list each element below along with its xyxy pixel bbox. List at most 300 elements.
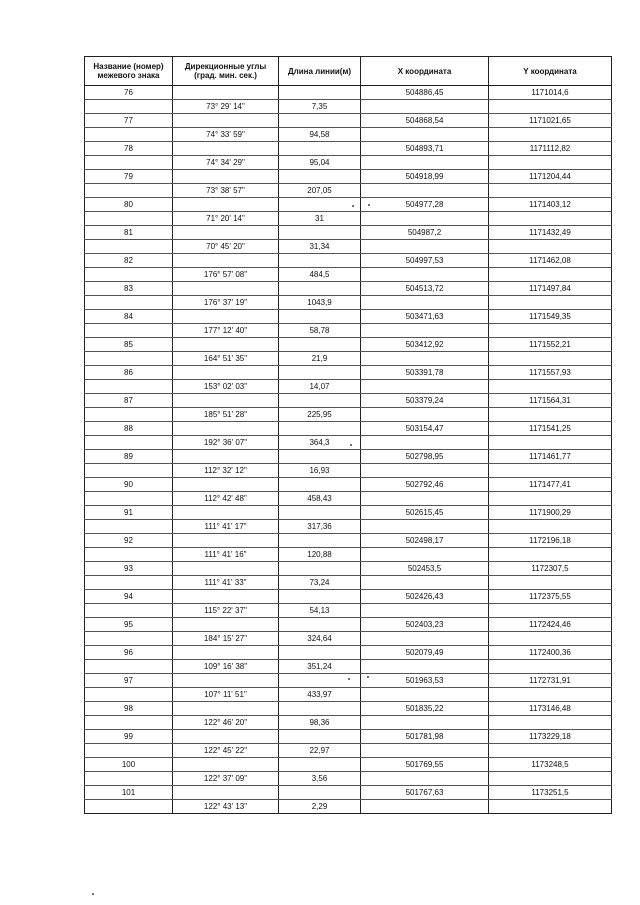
point-name: 77 (85, 114, 173, 128)
point-name: 83 (85, 282, 173, 296)
line-length: 1043,9 (279, 296, 361, 310)
point-name: 82 (85, 254, 173, 268)
empty-cell (489, 660, 612, 674)
y-coordinate: 1171432,49 (489, 226, 612, 240)
empty-cell (85, 576, 173, 590)
point-name: 92 (85, 534, 173, 548)
y-coordinate: 1171557,93 (489, 366, 612, 380)
x-coordinate: 504987,2 (361, 226, 489, 240)
empty-cell (85, 408, 173, 422)
empty-cell (489, 744, 612, 758)
scan-speck (368, 204, 370, 206)
line-length: 16,93 (279, 464, 361, 478)
empty-cell (361, 716, 489, 730)
point-row (85, 730, 612, 744)
point-row (85, 646, 612, 660)
directional-angle: 185° 51' 28" (173, 408, 279, 422)
empty-cell (85, 520, 173, 534)
point-name: 98 (85, 702, 173, 716)
point-name: 95 (85, 618, 173, 632)
y-coordinate: 1172424,46 (489, 618, 612, 632)
empty-cell (489, 772, 612, 786)
x-coordinate: 503412,92 (361, 338, 489, 352)
point-row (85, 226, 612, 240)
empty-cell (85, 100, 173, 114)
directional-angle: 177° 12' 40" (173, 324, 279, 338)
directional-angle: 115° 22' 37" (173, 604, 279, 618)
header-angle: Дирекционные углы (град. мин. сек.) (173, 57, 279, 86)
empty-cell (279, 226, 361, 240)
line-length: 31,34 (279, 240, 361, 254)
line-length: 225,95 (279, 408, 361, 422)
empty-cell (361, 380, 489, 394)
empty-cell (361, 436, 489, 450)
empty-cell (489, 212, 612, 226)
point-name: 87 (85, 394, 173, 408)
directional-angle: 70° 45' 20" (173, 240, 279, 254)
empty-cell (85, 632, 173, 646)
scan-speck (350, 444, 352, 446)
y-coordinate: 1171564,31 (489, 394, 612, 408)
empty-cell (489, 184, 612, 198)
segment-row (85, 100, 612, 114)
empty-cell (85, 548, 173, 562)
y-coordinate: 1171204,44 (489, 170, 612, 184)
empty-cell (173, 366, 279, 380)
point-row (85, 114, 612, 128)
empty-cell (279, 282, 361, 296)
empty-cell (489, 520, 612, 534)
x-coordinate: 503471,63 (361, 310, 489, 324)
empty-cell (489, 436, 612, 450)
point-name: 78 (85, 142, 173, 156)
x-coordinate: 501963,53 (361, 674, 489, 688)
segment-row (85, 464, 612, 478)
x-coordinate: 502498,17 (361, 534, 489, 548)
directional-angle: 111° 41' 16" (173, 548, 279, 562)
x-coordinate: 503379,24 (361, 394, 489, 408)
empty-cell (173, 450, 279, 464)
scan-speck (352, 205, 354, 207)
empty-cell (173, 422, 279, 436)
empty-cell (361, 128, 489, 142)
boundary-coordinates-table (84, 56, 612, 814)
line-length: 3,56 (279, 772, 361, 786)
point-name: 79 (85, 170, 173, 184)
x-coordinate: 504868,54 (361, 114, 489, 128)
x-coordinate: 502403,23 (361, 618, 489, 632)
empty-cell (173, 198, 279, 212)
segment-row (85, 240, 612, 254)
segment-row (85, 492, 612, 506)
segment-row (85, 744, 612, 758)
point-row (85, 422, 612, 436)
line-length: 54,13 (279, 604, 361, 618)
table-body (85, 86, 612, 814)
empty-cell (361, 492, 489, 506)
point-row (85, 170, 612, 184)
y-coordinate: 1173248,5 (489, 758, 612, 772)
segment-row (85, 268, 612, 282)
line-length: 433,97 (279, 688, 361, 702)
segment-row (85, 296, 612, 310)
empty-cell (489, 408, 612, 422)
y-coordinate: 1171021,65 (489, 114, 612, 128)
empty-cell (279, 422, 361, 436)
segment-row (85, 604, 612, 618)
empty-cell (279, 86, 361, 100)
empty-cell (361, 408, 489, 422)
segment-row (85, 408, 612, 422)
line-length: 120,88 (279, 548, 361, 562)
segment-row (85, 520, 612, 534)
y-coordinate: 1171477,41 (489, 478, 612, 492)
segment-row (85, 660, 612, 674)
empty-cell (361, 800, 489, 814)
empty-cell (85, 352, 173, 366)
x-coordinate: 502426,43 (361, 590, 489, 604)
directional-angle: 164° 51' 35" (173, 352, 279, 366)
empty-cell (85, 212, 173, 226)
x-coordinate: 502453,5 (361, 562, 489, 576)
directional-angle: 74° 34' 29" (173, 156, 279, 170)
point-name: 99 (85, 730, 173, 744)
table-header-row (85, 57, 612, 86)
empty-cell (361, 212, 489, 226)
point-name: 84 (85, 310, 173, 324)
empty-cell (361, 744, 489, 758)
y-coordinate: 1172375,55 (489, 590, 612, 604)
empty-cell (85, 156, 173, 170)
empty-cell (173, 506, 279, 520)
point-name: 100 (85, 758, 173, 772)
line-length: 95,04 (279, 156, 361, 170)
empty-cell (279, 646, 361, 660)
empty-cell (361, 296, 489, 310)
point-row (85, 618, 612, 632)
empty-cell (489, 324, 612, 338)
point-row (85, 366, 612, 380)
empty-cell (279, 170, 361, 184)
scan-speck (92, 893, 94, 895)
empty-cell (279, 590, 361, 604)
x-coordinate: 501835,22 (361, 702, 489, 716)
empty-cell (279, 674, 361, 688)
empty-cell (279, 142, 361, 156)
point-name: 86 (85, 366, 173, 380)
empty-cell (279, 786, 361, 800)
empty-cell (173, 534, 279, 548)
empty-cell (489, 604, 612, 618)
empty-cell (85, 268, 173, 282)
directional-angle: 122° 43' 13" (173, 800, 279, 814)
x-coordinate: 504997,53 (361, 254, 489, 268)
empty-cell (361, 660, 489, 674)
empty-cell (279, 114, 361, 128)
empty-cell (85, 492, 173, 506)
scan-speck (348, 678, 350, 680)
line-length: 98,36 (279, 716, 361, 730)
header-y: Y координата (489, 57, 612, 86)
x-coordinate: 504918,99 (361, 170, 489, 184)
header-name: Название (номер) межевого знака (85, 57, 173, 86)
empty-cell (85, 240, 173, 254)
empty-cell (279, 534, 361, 548)
y-coordinate: 1172196,18 (489, 534, 612, 548)
y-coordinate: 1173251,5 (489, 786, 612, 800)
empty-cell (489, 100, 612, 114)
empty-cell (279, 758, 361, 772)
point-name: 81 (85, 226, 173, 240)
empty-cell (361, 324, 489, 338)
directional-angle: 122° 45' 22" (173, 744, 279, 758)
point-name: 90 (85, 478, 173, 492)
empty-cell (279, 702, 361, 716)
x-coordinate: 502798,95 (361, 450, 489, 464)
scan-speck (367, 676, 369, 678)
empty-cell (85, 716, 173, 730)
x-coordinate: 503391,78 (361, 366, 489, 380)
segment-row (85, 800, 612, 814)
segment-row (85, 380, 612, 394)
segment-row (85, 436, 612, 450)
empty-cell (173, 646, 279, 660)
y-coordinate: 1173146,48 (489, 702, 612, 716)
point-row (85, 282, 612, 296)
y-coordinate: 1171014,6 (489, 86, 612, 100)
y-coordinate: 1172307,5 (489, 562, 612, 576)
empty-cell (361, 520, 489, 534)
segment-row (85, 212, 612, 226)
directional-angle: 122° 37' 09" (173, 772, 279, 786)
directional-angle: 192° 36' 07" (173, 436, 279, 450)
point-row (85, 590, 612, 604)
point-row (85, 702, 612, 716)
x-coordinate: 504886,45 (361, 86, 489, 100)
y-coordinate: 1172731,91 (489, 674, 612, 688)
directional-angle: 112° 32' 12" (173, 464, 279, 478)
point-row (85, 786, 612, 800)
x-coordinate: 504977,28 (361, 198, 489, 212)
y-coordinate: 1171403,12 (489, 198, 612, 212)
empty-cell (279, 506, 361, 520)
empty-cell (489, 548, 612, 562)
line-length: 458,43 (279, 492, 361, 506)
empty-cell (85, 128, 173, 142)
empty-cell (361, 156, 489, 170)
empty-cell (279, 198, 361, 212)
empty-cell (279, 310, 361, 324)
empty-cell (85, 688, 173, 702)
point-row (85, 562, 612, 576)
point-name: 94 (85, 590, 173, 604)
line-length: 22,97 (279, 744, 361, 758)
point-row (85, 254, 612, 268)
x-coordinate: 504513,72 (361, 282, 489, 296)
line-length: 7,35 (279, 100, 361, 114)
empty-cell (361, 352, 489, 366)
directional-angle: 71° 20' 14" (173, 212, 279, 226)
segment-row (85, 184, 612, 198)
empty-cell (489, 352, 612, 366)
y-coordinate: 1171112,82 (489, 142, 612, 156)
empty-cell (85, 436, 173, 450)
point-name: 88 (85, 422, 173, 436)
y-coordinate: 1172400,36 (489, 646, 612, 660)
y-coordinate: 1173229,18 (489, 730, 612, 744)
x-coordinate: 501769,55 (361, 758, 489, 772)
empty-cell (85, 380, 173, 394)
line-length: 484,5 (279, 268, 361, 282)
empty-cell (489, 688, 612, 702)
y-coordinate: 1171461,77 (489, 450, 612, 464)
empty-cell (361, 268, 489, 282)
point-row (85, 338, 612, 352)
directional-angle: 176° 57' 08" (173, 268, 279, 282)
empty-cell (173, 282, 279, 296)
empty-cell (279, 562, 361, 576)
empty-cell (361, 632, 489, 646)
empty-cell (361, 100, 489, 114)
empty-cell (85, 660, 173, 674)
empty-cell (85, 604, 173, 618)
y-coordinate: 1171552,21 (489, 338, 612, 352)
empty-cell (173, 226, 279, 240)
segment-row (85, 716, 612, 730)
line-length: 94,58 (279, 128, 361, 142)
line-length: 58,78 (279, 324, 361, 338)
x-coordinate: 502079,49 (361, 646, 489, 660)
point-row (85, 674, 612, 688)
line-length: 207,05 (279, 184, 361, 198)
point-row (85, 478, 612, 492)
point-name: 93 (85, 562, 173, 576)
point-row (85, 534, 612, 548)
empty-cell (279, 730, 361, 744)
empty-cell (85, 296, 173, 310)
x-coordinate: 502615,45 (361, 506, 489, 520)
directional-angle: 112° 42' 48" (173, 492, 279, 506)
empty-cell (173, 142, 279, 156)
point-name: 85 (85, 338, 173, 352)
empty-cell (173, 478, 279, 492)
empty-cell (361, 464, 489, 478)
directional-angle: 107° 11' 51" (173, 688, 279, 702)
point-row (85, 86, 612, 100)
header-x: X координата (361, 57, 489, 86)
point-row (85, 506, 612, 520)
empty-cell (489, 632, 612, 646)
empty-cell (489, 268, 612, 282)
empty-cell (173, 562, 279, 576)
empty-cell (85, 800, 173, 814)
empty-cell (489, 800, 612, 814)
directional-angle: 176° 37' 19" (173, 296, 279, 310)
line-length: 351,24 (279, 660, 361, 674)
x-coordinate: 501767,63 (361, 786, 489, 800)
empty-cell (489, 240, 612, 254)
point-row (85, 394, 612, 408)
y-coordinate: 1171497,84 (489, 282, 612, 296)
empty-cell (279, 254, 361, 268)
empty-cell (173, 170, 279, 184)
empty-cell (173, 618, 279, 632)
directional-angle: 74° 33' 59" (173, 128, 279, 142)
directional-angle: 111° 41' 17" (173, 520, 279, 534)
line-length: 73,24 (279, 576, 361, 590)
y-coordinate: 1171541,25 (489, 422, 612, 436)
directional-angle: 122° 46' 20" (173, 716, 279, 730)
empty-cell (489, 576, 612, 590)
segment-row (85, 156, 612, 170)
empty-cell (489, 492, 612, 506)
empty-cell (279, 394, 361, 408)
empty-cell (85, 184, 173, 198)
point-row (85, 450, 612, 464)
point-name: 101 (85, 786, 173, 800)
empty-cell (173, 86, 279, 100)
empty-cell (361, 576, 489, 590)
empty-cell (489, 296, 612, 310)
segment-row (85, 576, 612, 590)
empty-cell (85, 464, 173, 478)
empty-cell (173, 338, 279, 352)
empty-cell (173, 254, 279, 268)
line-length: 364,3 (279, 436, 361, 450)
segment-row (85, 772, 612, 786)
empty-cell (489, 156, 612, 170)
empty-cell (489, 464, 612, 478)
empty-cell (279, 338, 361, 352)
empty-cell (489, 380, 612, 394)
point-name: 96 (85, 646, 173, 660)
empty-cell (173, 394, 279, 408)
directional-angle: 73° 29' 14" (173, 100, 279, 114)
line-length: 324,64 (279, 632, 361, 646)
directional-angle: 111° 41' 33" (173, 576, 279, 590)
directional-angle: 184° 15' 27" (173, 632, 279, 646)
header-length: Длина линии(м) (279, 57, 361, 86)
x-coordinate: 501781,98 (361, 730, 489, 744)
line-length: 31 (279, 212, 361, 226)
empty-cell (173, 674, 279, 688)
empty-cell (85, 744, 173, 758)
empty-cell (85, 324, 173, 338)
line-length: 2,29 (279, 800, 361, 814)
point-name: 80 (85, 198, 173, 212)
segment-row (85, 352, 612, 366)
empty-cell (173, 702, 279, 716)
line-length: 21,9 (279, 352, 361, 366)
empty-cell (361, 548, 489, 562)
x-coordinate: 504893,71 (361, 142, 489, 156)
empty-cell (173, 114, 279, 128)
empty-cell (173, 730, 279, 744)
point-row (85, 142, 612, 156)
empty-cell (279, 618, 361, 632)
empty-cell (489, 716, 612, 730)
empty-cell (361, 604, 489, 618)
directional-angle: 153° 02' 03" (173, 380, 279, 394)
segment-row (85, 324, 612, 338)
empty-cell (279, 450, 361, 464)
segment-row (85, 632, 612, 646)
segment-row (85, 128, 612, 142)
directional-angle: 73° 38' 57" (173, 184, 279, 198)
x-coordinate: 503154,47 (361, 422, 489, 436)
point-row (85, 758, 612, 772)
point-row (85, 198, 612, 212)
